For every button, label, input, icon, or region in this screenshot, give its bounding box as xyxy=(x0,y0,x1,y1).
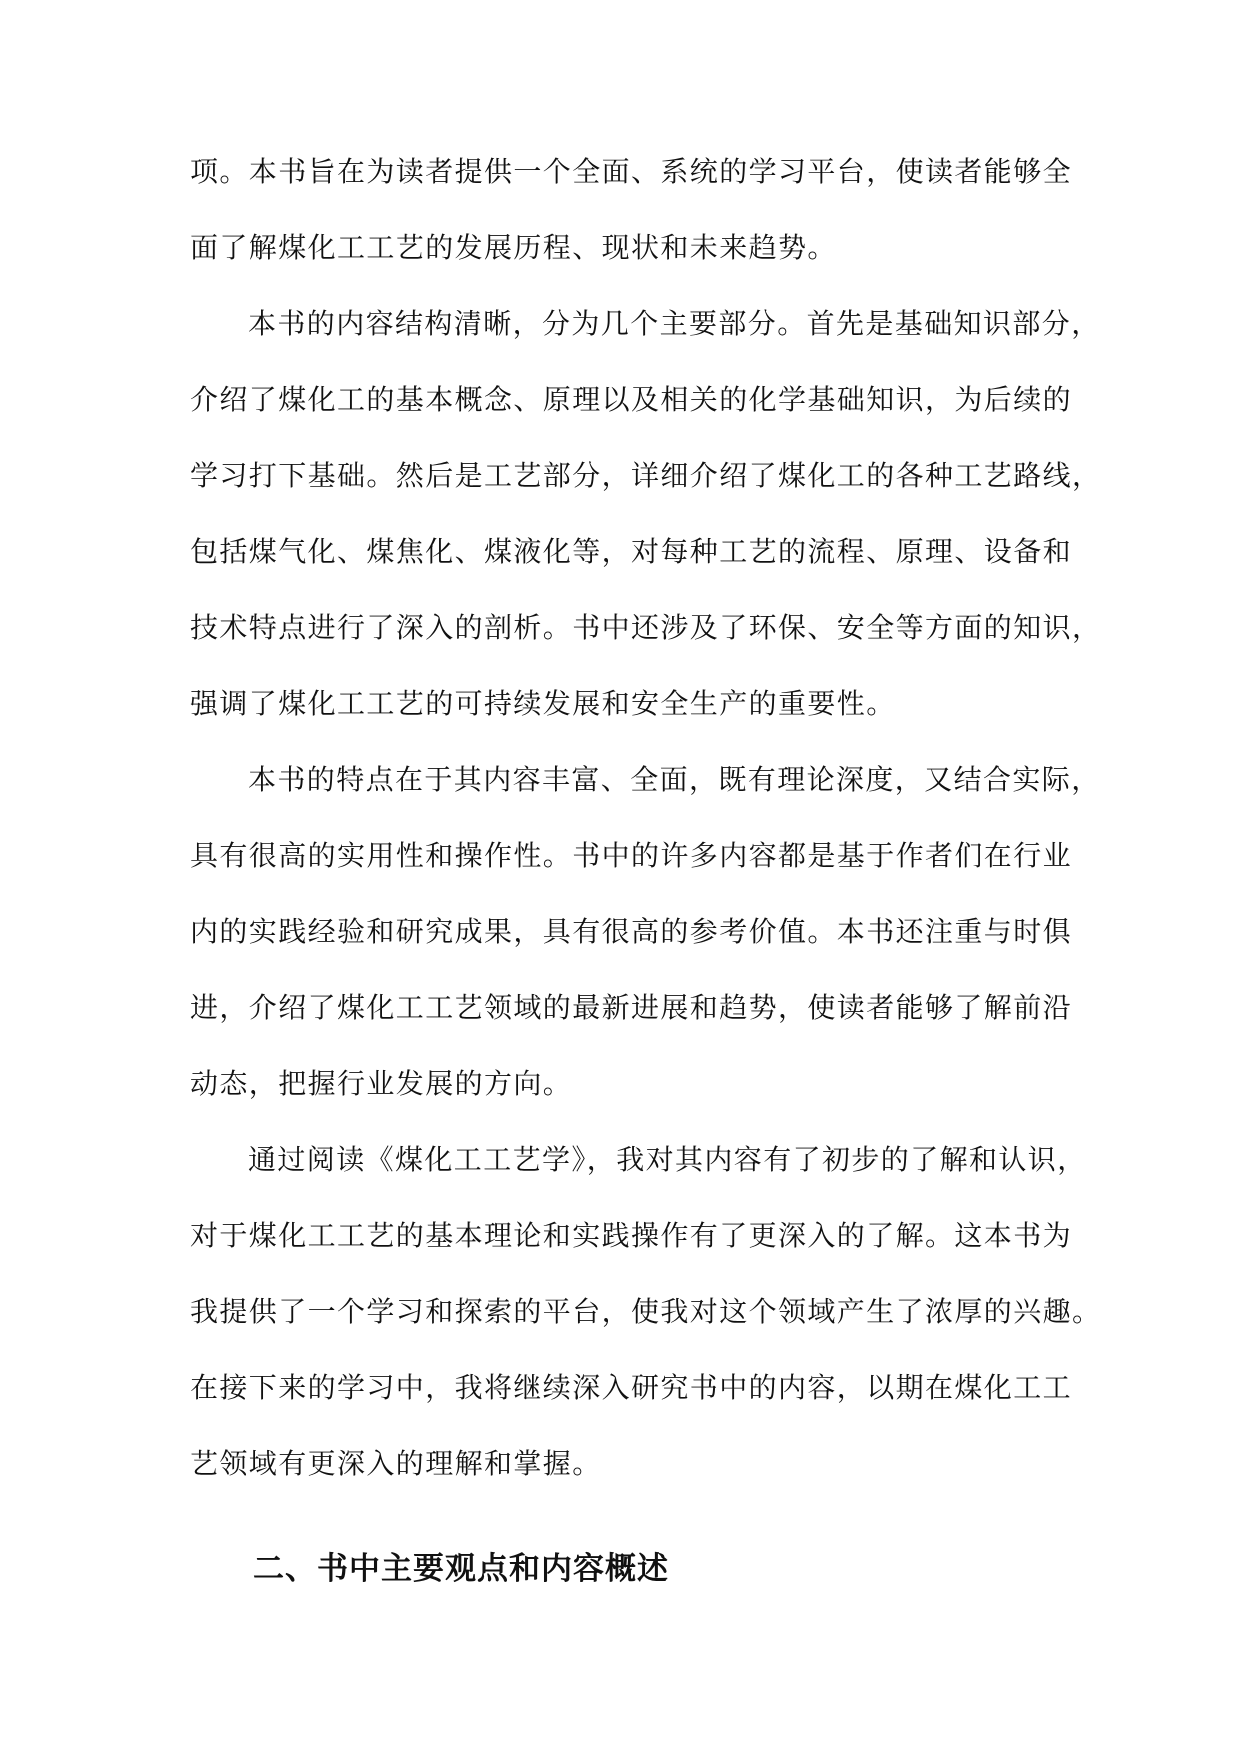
paragraph-2-line-2: 介绍了煤化工的基本概念、原理以及相关的化学基础知识，为后续的 xyxy=(190,383,1073,416)
paragraph-4-line-2: 对于煤化工工艺的基本理论和实践操作有了更深入的了解。这本书为 xyxy=(190,1219,1073,1252)
paragraph-3-line-4: 进，介绍了煤化工工艺领域的最新进展和趋势，使读者能够了解前沿 xyxy=(190,991,1073,1024)
paragraph-2-line-1: 本书的内容结构清晰，分为几个主要部分。首先是基础知识部分， xyxy=(248,307,1101,340)
section-heading: 二、书中主要观点和内容概述 xyxy=(253,1551,669,1587)
paragraph-4-line-3: 我提供了一个学习和探索的平台，使我对这个领域产生了浓厚的兴趣。 xyxy=(190,1295,1102,1328)
paragraph-4-line-5: 艺领域有更深入的理解和掌握。 xyxy=(190,1447,602,1480)
paragraph-3-line-5: 动态，把握行业发展的方向。 xyxy=(190,1067,573,1100)
paragraph-3-line-1: 本书的特点在于其内容丰富、全面，既有理论深度，又结合实际， xyxy=(248,763,1101,796)
paragraph-2-line-6: 强调了煤化工工艺的可持续发展和安全生产的重要性。 xyxy=(190,687,896,720)
paragraph-2-line-5: 技术特点进行了深入的剖析。书中还涉及了环保、安全等方面的知识， xyxy=(190,611,1102,644)
paragraph-2-line-4: 包括煤气化、煤焦化、煤液化等，对每种工艺的流程、原理、设备和 xyxy=(190,535,1073,568)
paragraph-4-line-1: 通过阅读《煤化工工艺学》，我对其内容有了初步的了解和认识， xyxy=(248,1143,1087,1176)
paragraph-3-line-2: 具有很高的实用性和操作性。书中的许多内容都是基于作者们在行业 xyxy=(190,839,1073,872)
paragraph-2-line-3: 学习打下基础。然后是工艺部分，详细介绍了煤化工的各种工艺路线， xyxy=(190,459,1102,492)
paragraph-1-line-2: 面了解煤化工工艺的发展历程、现状和未来趋势。 xyxy=(190,231,837,264)
paragraph-4-line-4: 在接下来的学习中，我将继续深入研究书中的内容，以期在煤化工工 xyxy=(190,1371,1073,1404)
paragraph-1-line-1: 项。本书旨在为读者提供一个全面、系统的学习平台，使读者能够全 xyxy=(190,155,1073,188)
paragraph-3-line-3: 内的实践经验和研究成果，具有很高的参考价值。本书还注重与时俱 xyxy=(190,915,1073,948)
